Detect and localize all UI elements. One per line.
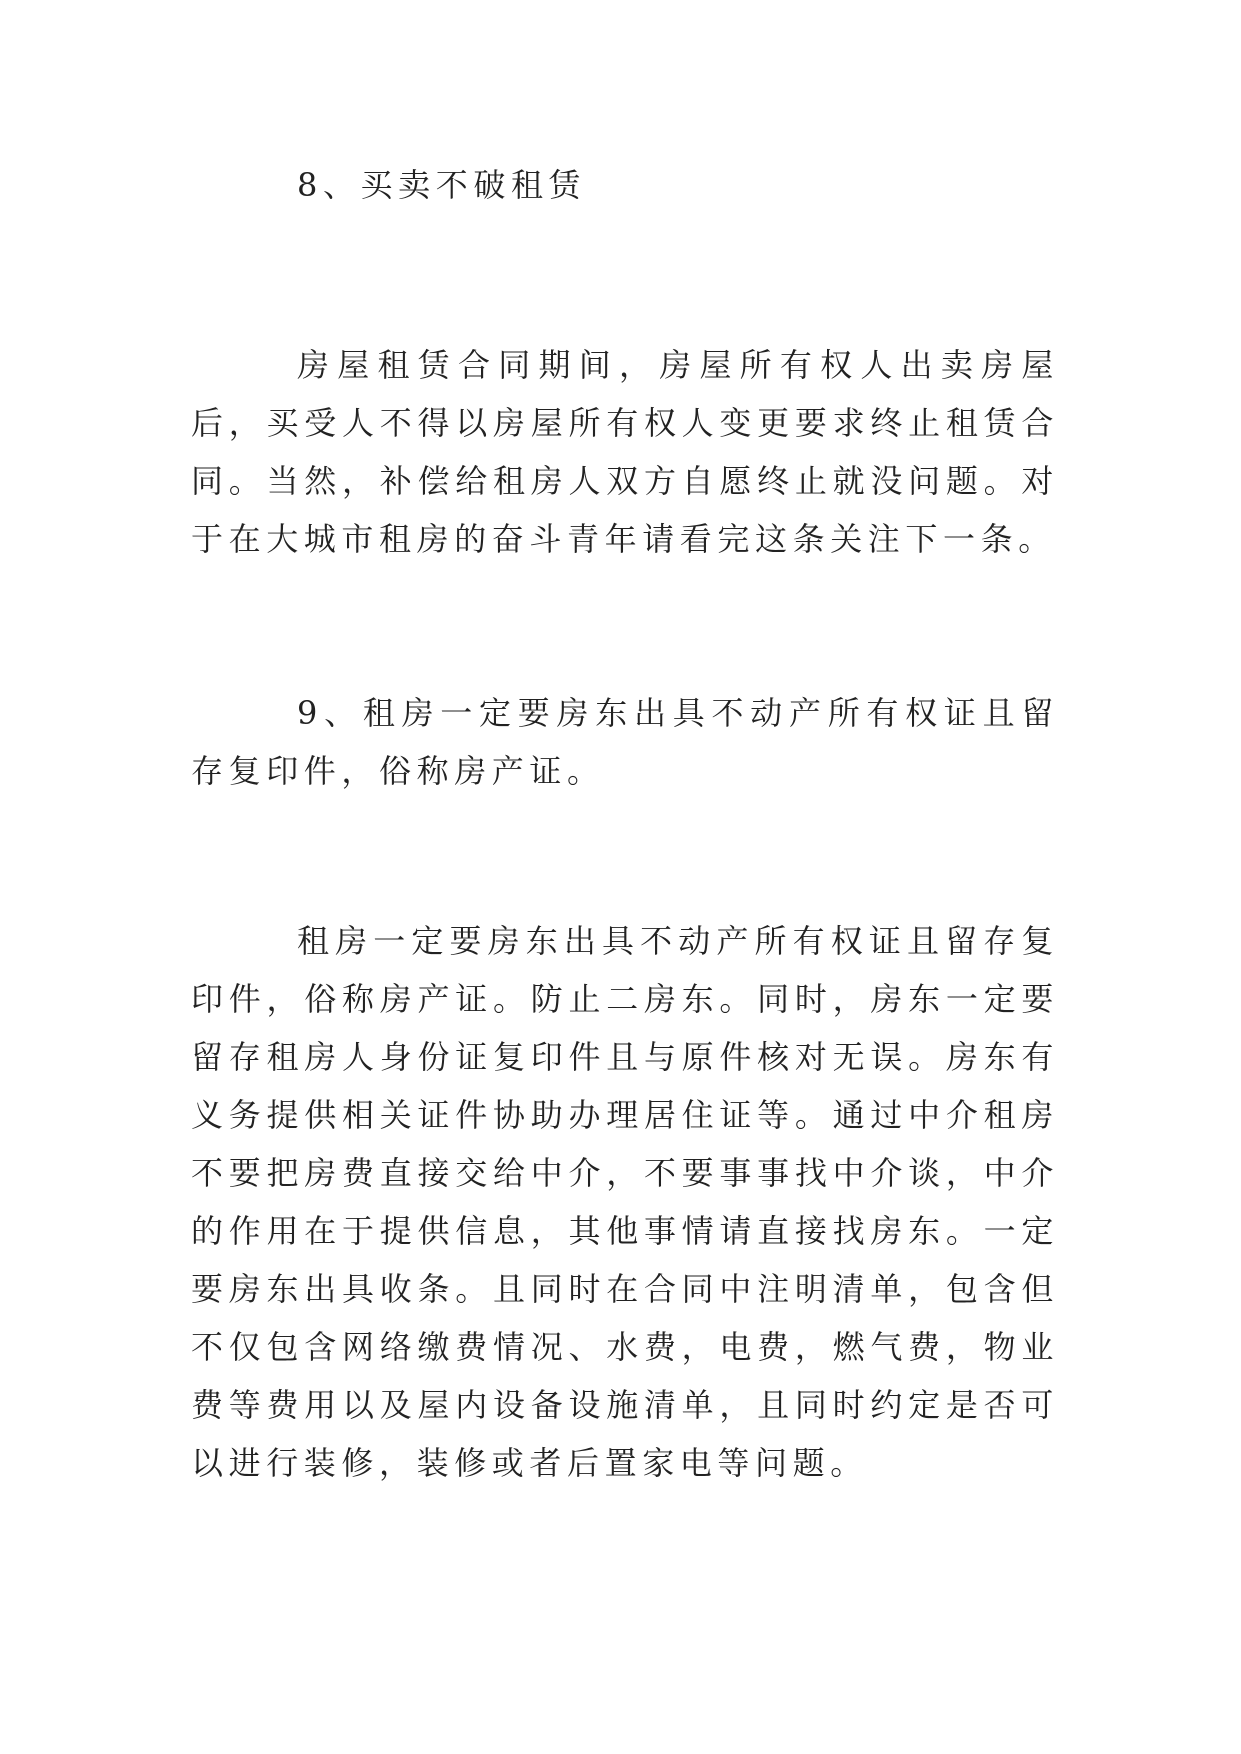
section-heading-8: 8、买卖不破租赁 [297,166,587,204]
section-paragraph-9: 租房一定要房东出具不动产所有权证且留存复印件，俗称房产证。防止二房东。同时，房东一定要留存租房人身份证复印件且与原件核对无误。房东有义务提供相关证件协助办理居住证等。通过中介租房不要把房费直接交给中介，不要事事找中介谈，中介的作用在于提供信息，其他事情请直接找房东。一定要房东出具收条。且同时在合同中注明清单，包含但不仅包含网络缴费情况、水费，电费，燃气费，物业费等费用以及屋内设备设施清单，且同时约定是否可以进行装修，装修或者后置家电等问题。 [191,922,1059,1482]
section-heading-9: 9、租房一定要房东出具不动产所有权证且留存复印件，俗称房产证。 [191,694,1059,790]
section-paragraph-8: 房屋租赁合同期间，房屋所有权人出卖房屋后，买受人不得以房屋所有权人变更要求终止租赁合同。当然，补偿给租房人双方自愿终止就没问题。对于在大城市租房的奋斗青年请看完这条关注下一条。 [191,346,1059,558]
